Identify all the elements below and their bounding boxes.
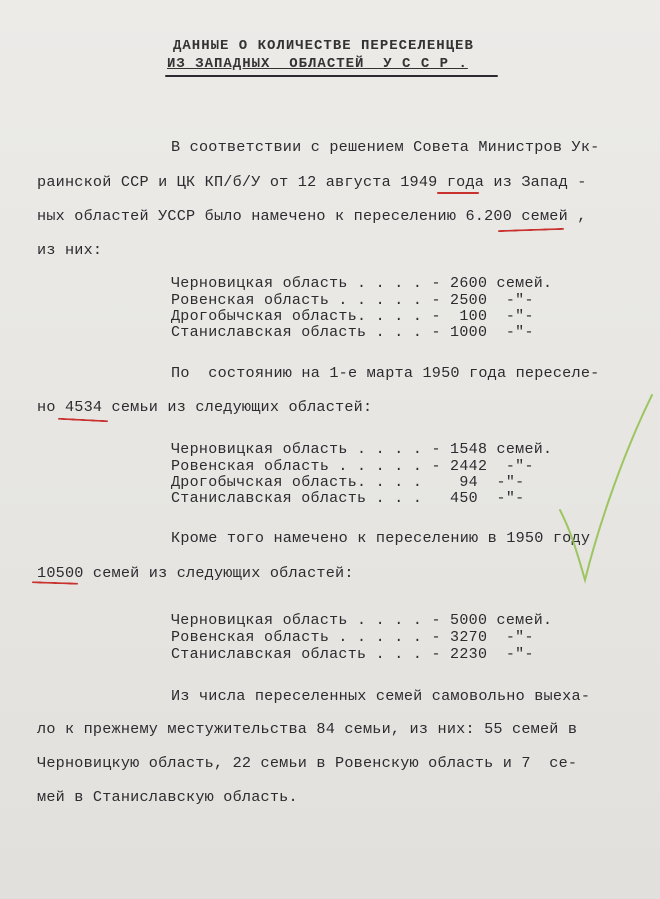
- red-pencil-underline-6200: [498, 228, 564, 232]
- list-item: Ровенская область . . . . . - 2442 -"-: [171, 458, 534, 475]
- title-line-1: ДАННЫЕ О КОЛИЧЕСТВЕ ПЕРЕСЕЛЕНЦЕВ: [173, 38, 474, 54]
- title-line-2: ИЗ ЗАПАДНЫХ ОБЛАСТЕЙ У С С Р .: [167, 56, 468, 72]
- paragraph-1-line: ных областей УССР было намечено к переселению 6.200 семей ,: [37, 207, 587, 225]
- paragraph-4-line: мей в Станиславскую область.: [37, 788, 298, 806]
- paragraph-2-line: но 4534 семьи из следующих областей:: [37, 398, 373, 416]
- red-pencil-underline-1949: [437, 192, 479, 194]
- list-item: Черновицкая область . . . . - 5000 семей.: [171, 612, 553, 629]
- list-item: Станиславская область . . . - 1000 -"-: [171, 324, 534, 341]
- paragraph-4-line: ло к прежнему местужительства 84 семьи, из них: 55 семей в: [37, 720, 578, 738]
- red-pencil-underline-10500: [32, 581, 78, 585]
- list-item: Ровенская область . . . . . - 3270 -"-: [171, 629, 534, 646]
- paragraph-4-line: Черновицкую область, 22 семьи в Ровенскую область и 7 се-: [37, 754, 578, 772]
- list-item: Дрогобычская область. . . . 94 -"-: [171, 474, 525, 491]
- list-item: Дрогобычская область. . . . - 100 -"-: [171, 308, 534, 325]
- paragraph-1-line: из них:: [37, 241, 103, 259]
- list-item: Черновицкая область . . . . - 1548 семей.: [171, 441, 553, 458]
- paragraph-4-line: Из числа переселенных семей самовольно выеха-: [171, 687, 591, 705]
- title-underline: [165, 75, 498, 77]
- list-item: Черновицкая область . . . . - 2600 семей.: [171, 275, 553, 292]
- list-item: Ровенская область . . . . . - 2500 -"-: [171, 292, 534, 309]
- paragraph-1-line: раинской ССР и ЦК КП/б/У от 12 августа 1949 года из Запад -: [37, 173, 587, 191]
- red-pencil-underline-4534: [58, 418, 108, 423]
- list-item: Станиславская область . . . 450 -"-: [171, 490, 525, 507]
- paragraph-3-line: 10500 семей из следующих областей:: [37, 564, 354, 582]
- paragraph-1-line: В соответствии с решением Совета Министров Ук-: [171, 138, 600, 156]
- list-item: Станиславская область . . . - 2230 -"-: [171, 646, 534, 663]
- paragraph-3-line: Кроме того намечено к переселению в 1950 году: [171, 529, 591, 547]
- paragraph-2-line: По состоянию на 1-е марта 1950 года переселе-: [171, 364, 600, 382]
